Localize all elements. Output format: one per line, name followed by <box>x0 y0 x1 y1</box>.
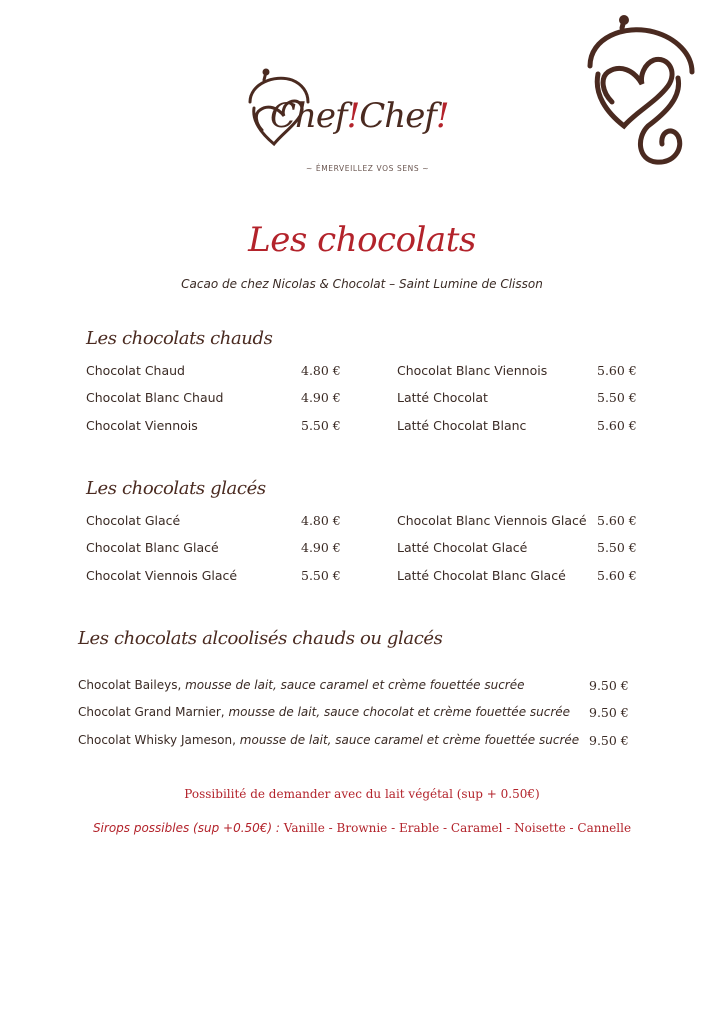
menu-item-name: Chocolat Blanc Glacé <box>86 540 219 555</box>
chef-hat-logo-icon <box>584 14 698 176</box>
menu-item-price: 5.60 € <box>597 418 637 433</box>
menu-item-price: 9.50 € <box>589 705 629 720</box>
syrups-note <box>0 821 724 835</box>
syrups-label: Sirops possibles (sup +0.50€) : <box>92 821 280 835</box>
menu-item <box>78 705 629 725</box>
menu-item-name: Chocolat Viennois <box>86 418 198 433</box>
menu-item-description: mousse de lait, sauce caramel et crème fouettée sucrée <box>239 733 580 747</box>
menu-item-name: Latté Chocolat Blanc Glacé <box>397 568 566 583</box>
brand-name-part1: Chef <box>270 96 347 136</box>
menu-item-price: 9.50 € <box>589 733 629 748</box>
menu-item-description: mousse de lait, sauce chocolat et crème fouettée sucrée <box>228 705 571 719</box>
menu-item-name: Chocolat Viennois Glacé <box>86 568 238 583</box>
menu-item-price: 5.50 € <box>597 390 637 405</box>
brand-name-part2: Chef <box>359 96 436 136</box>
menu-item <box>78 733 629 753</box>
menu-item-price: 4.90 € <box>301 390 341 405</box>
menu-item-price: 5.50 € <box>597 540 637 555</box>
brand-bang: ! <box>346 96 360 136</box>
brand-tagline: ~ ÉMERVEILLEZ VOS SENS ~ <box>306 164 430 173</box>
menu-item-name: Chocolat Whisky Jameson, <box>78 733 236 747</box>
menu-item-name: Latté Chocolat <box>397 390 488 405</box>
menu-item-price: 5.60 € <box>597 568 637 583</box>
menu-item-name: Latté Chocolat Glacé <box>397 540 528 555</box>
menu-item-name: Latté Chocolat Blanc <box>397 418 527 433</box>
menu-item-price: 9.50 € <box>589 678 629 693</box>
menu-item-price: 4.80 € <box>301 363 341 378</box>
menu-item-price: 5.60 € <box>597 513 637 528</box>
menu-item-price: 4.80 € <box>301 513 341 528</box>
menu-item-description: mousse de lait, sauce caramel et crème fouettée sucrée <box>185 678 525 692</box>
menu-item <box>78 678 629 698</box>
menu-item-name: Chocolat Chaud <box>86 363 185 378</box>
menu-item-price: 5.60 € <box>597 363 637 378</box>
menu-item-price: 4.90 € <box>301 540 341 555</box>
section-title-iced: Les chocolats glacés <box>86 478 266 499</box>
menu-item-name: Chocolat Grand Marnier, <box>78 705 225 719</box>
menu-item-name: Chocolat Blanc Viennois Glacé <box>397 513 587 528</box>
menu-item-name: Chocolat Glacé <box>86 513 181 528</box>
menu-item-name: Chocolat Blanc Viennois <box>397 363 548 378</box>
vegetal-milk-note: Possibilité de demander avec du lait végétal (sup + 0.50€) <box>184 787 540 801</box>
page-title: Les chocolats <box>248 220 476 260</box>
syrups-list: Vanille - Brownie - Erable - Caramel - Noisette - Cannelle <box>283 821 632 835</box>
section-title-alcohol: Les chocolats alcoolisés chauds ou glacés <box>78 628 443 649</box>
page-subtitle: Cacao de chez Nicolas & Chocolat – Saint Lumine de Clisson <box>181 277 543 291</box>
menu-item-name: Chocolat Blanc Chaud <box>86 390 224 405</box>
menu-item-name: Chocolat Baileys, <box>78 678 182 692</box>
brand-bang-2: ! <box>435 96 449 136</box>
brand-name <box>270 96 449 136</box>
menu-item-price: 5.50 € <box>301 568 341 583</box>
menu-item-price: 5.50 € <box>301 418 341 433</box>
section-title-hot: Les chocolats chauds <box>86 328 273 349</box>
